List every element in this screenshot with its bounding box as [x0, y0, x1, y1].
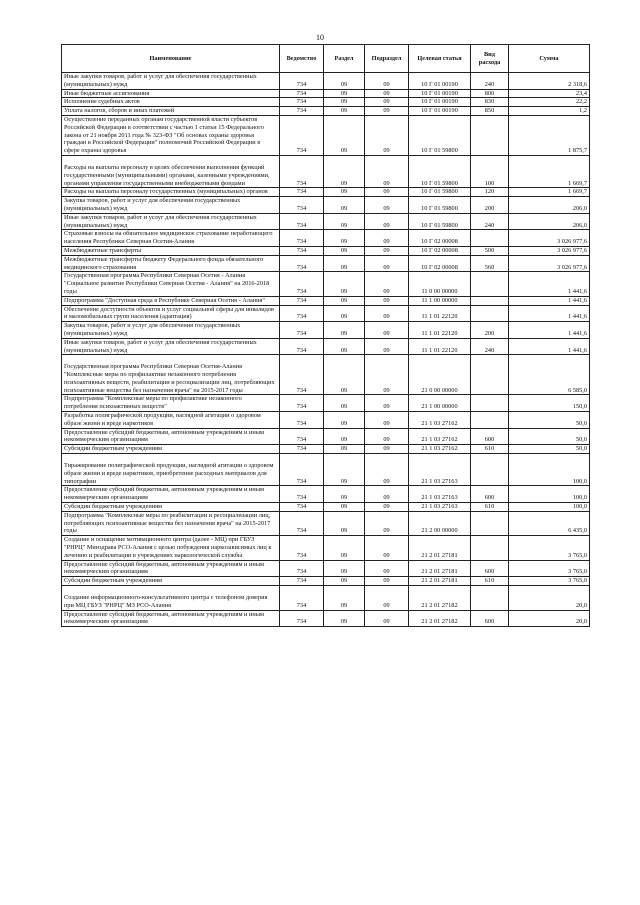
table-row — [62, 395, 590, 412]
row-name: Исполнение судебных актов — [62, 98, 280, 107]
row-amount: 100,0 — [509, 486, 590, 503]
row-name: Осуществление переданных органам государственной власти субъектов Российской Федерации в соответствии с частью 1 статьи 15 Федерального закона от 21 ноября 2011 года № 323-ФЗ "Об основах охраны здоровья граждан в Российской Федерации" полномочий Российской Федерации в сфере охраны здоровья — [62, 115, 280, 155]
row-name: Страховые взносы на обязательное медицинское страхование неработающего населения Республики Северная Осетия-Алания — [62, 230, 280, 247]
table-row — [62, 98, 590, 107]
row-name: Субсидии бюджетным учреждениям — [62, 503, 280, 512]
row-amount: 3 765,0 — [509, 560, 590, 577]
row-subsection: 09 — [365, 272, 409, 296]
row-expense-type: 560 — [471, 255, 509, 272]
row-ministry: 734 — [280, 197, 324, 214]
row-section: 09 — [324, 428, 365, 445]
row-expense-type — [471, 586, 509, 611]
table-body — [62, 73, 590, 627]
row-amount: 1 441,6 — [509, 296, 590, 305]
row-section: 09 — [324, 255, 365, 272]
row-amount: 206,0 — [509, 213, 590, 230]
row-section: 09 — [324, 89, 365, 98]
table-row — [62, 511, 590, 535]
row-target: 10 Г 01 59800 — [409, 155, 471, 187]
row-amount: 22,2 — [509, 98, 590, 107]
row-ministry: 734 — [280, 115, 324, 155]
row-subsection: 09 — [365, 503, 409, 512]
table-row — [62, 255, 590, 272]
row-name: Субсидии бюджетным учреждениям — [62, 577, 280, 586]
row-name: Предоставление субсидий бюджетным, автономным учреждениям и иным некоммерческим организациям — [62, 486, 280, 503]
row-name: Расходы на выплаты персоналу в целях обеспечения выполнения функций государственными (муниципальными) органами, казенными учреждениями, органами управления государственными внебюджетными фондами — [62, 155, 280, 187]
row-name: Подпрограмма "Комплексные меры по реабилитации и ресоциализации лиц, потребляющих психоактивные вещества без назначения врача" на 2015-2017 годы — [62, 511, 280, 535]
row-amount: 1 441,6 — [509, 338, 590, 355]
row-amount: 206,0 — [509, 197, 590, 214]
row-section: 09 — [324, 188, 365, 197]
row-ministry: 734 — [280, 445, 324, 454]
row-target: 10 Г 01 00190 — [409, 73, 471, 90]
row-name: Иные закупки товаров, работ и услуг для обеспечения государственных (муниципальных) нужд — [62, 213, 280, 230]
table-row — [62, 355, 590, 395]
table-row — [62, 445, 590, 454]
row-expense-type — [471, 115, 509, 155]
row-section: 09 — [324, 511, 365, 535]
row-target: 21 1 03 27163 — [409, 454, 471, 486]
row-section: 09 — [324, 445, 365, 454]
row-amount: 1,2 — [509, 107, 590, 116]
row-name: Закупка товаров, работ и услуг для обеспечения государственных (муниципальных) нужд — [62, 197, 280, 214]
row-expense-type: 200 — [471, 322, 509, 339]
row-section: 09 — [324, 246, 365, 255]
row-name: Уплата налогов, сборов и иных платежей — [62, 107, 280, 116]
row-target: 21 2 01 27181 — [409, 577, 471, 586]
row-expense-type — [471, 230, 509, 247]
header-subsection: Подраздел — [365, 45, 409, 73]
row-target: 21 1 00 00000 — [409, 395, 471, 412]
page-number: 10 — [316, 33, 324, 42]
row-name: Подпрограмма "Комплексные меры по профилактике незаконного потребления психоактивных веществ" — [62, 395, 280, 412]
row-ministry: 734 — [280, 454, 324, 486]
row-subsection: 09 — [365, 586, 409, 611]
row-subsection: 09 — [365, 355, 409, 395]
row-name: Разработка полиграфической продукции, наглядной агитации о здоровом образе жизни и вреде наркотиков — [62, 412, 280, 429]
row-target: 21 1 03 27163 — [409, 503, 471, 512]
row-section: 09 — [324, 155, 365, 187]
row-amount: 50,0 — [509, 412, 590, 429]
row-target: 21 0 00 00000 — [409, 355, 471, 395]
row-name: Предоставление субсидий бюджетным, автономным учреждениям и иным некоммерческим организациям — [62, 610, 280, 627]
row-amount: 1 441,6 — [509, 272, 590, 296]
row-expense-type — [471, 454, 509, 486]
table-row — [62, 305, 590, 322]
row-amount: 1 669,7 — [509, 155, 590, 187]
row-expense-type: 200 — [471, 197, 509, 214]
row-subsection: 09 — [365, 255, 409, 272]
row-section: 09 — [324, 197, 365, 214]
row-name: Предоставление субсидий бюджетным, автономным учреждениям и иным некоммерческим организациям — [62, 428, 280, 445]
row-subsection: 09 — [365, 454, 409, 486]
row-amount: 1 441,6 — [509, 305, 590, 322]
row-subsection: 09 — [365, 188, 409, 197]
row-subsection: 09 — [365, 98, 409, 107]
row-ministry: 734 — [280, 428, 324, 445]
table-row — [62, 272, 590, 296]
row-name: Создание и оснащение мотивационного центра (далее - МЦ) при ГБУЗ "РНРЦ" Минздрава РСО-Алания с целью побуждения наркозависимых лиц к лечению и реабилитации в учреждениях наркологической службы — [62, 536, 280, 560]
row-expense-type: 800 — [471, 89, 509, 98]
row-expense-type: 500 — [471, 246, 509, 255]
row-section: 09 — [324, 412, 365, 429]
row-subsection: 09 — [365, 155, 409, 187]
row-section: 09 — [324, 395, 365, 412]
row-target: 10 Г 02 00008 — [409, 255, 471, 272]
row-subsection: 09 — [365, 213, 409, 230]
table-row — [62, 155, 590, 187]
header-amount: Сумма — [509, 45, 590, 73]
table-row — [62, 89, 590, 98]
table-row — [62, 610, 590, 627]
row-subsection: 09 — [365, 230, 409, 247]
row-name: Создание информационного-консультативного центра с телефоном доверия при МЦ ГБУЗ "РНРЦ" МЗ РСО-Алания — [62, 586, 280, 611]
row-name: Иные бюджетные ассигнования — [62, 89, 280, 98]
row-section: 09 — [324, 115, 365, 155]
row-section: 09 — [324, 230, 365, 247]
row-ministry: 734 — [280, 577, 324, 586]
row-amount: 2 318,6 — [509, 73, 590, 90]
row-ministry: 734 — [280, 155, 324, 187]
row-name: Межбюджетные трансферты бюджету Федерального фонда обязательного медицинского страхования — [62, 255, 280, 272]
row-name: Обеспечение доступности объектов и услуг социальной сферы для инвалидов и маломобильных групп населения (адаптация) — [62, 305, 280, 322]
table-header-row — [62, 45, 590, 73]
row-section: 09 — [324, 272, 365, 296]
row-subsection: 09 — [365, 610, 409, 627]
row-amount: 150,0 — [509, 395, 590, 412]
row-ministry: 734 — [280, 89, 324, 98]
row-ministry: 734 — [280, 230, 324, 247]
header-ministry: Ведомство — [280, 45, 324, 73]
row-target: 11 1 00 00000 — [409, 296, 471, 305]
row-section: 09 — [324, 503, 365, 512]
row-expense-type: 240 — [471, 338, 509, 355]
row-ministry: 734 — [280, 296, 324, 305]
row-subsection: 09 — [365, 338, 409, 355]
row-ministry: 734 — [280, 73, 324, 90]
row-expense-type — [471, 412, 509, 429]
row-subsection: 09 — [365, 115, 409, 155]
row-section: 09 — [324, 338, 365, 355]
row-subsection: 09 — [365, 486, 409, 503]
row-expense-type: 600 — [471, 610, 509, 627]
row-expense-type — [471, 395, 509, 412]
row-section: 09 — [324, 322, 365, 339]
row-amount: 3 765,0 — [509, 577, 590, 586]
row-subsection: 09 — [365, 412, 409, 429]
row-ministry: 734 — [280, 272, 324, 296]
row-amount: 1 875,7 — [509, 115, 590, 155]
row-amount: 1 669,7 — [509, 188, 590, 197]
row-expense-type: 610 — [471, 577, 509, 586]
row-subsection: 09 — [365, 511, 409, 535]
row-section: 09 — [324, 486, 365, 503]
table-row — [62, 188, 590, 197]
row-expense-type — [471, 272, 509, 296]
row-ministry: 734 — [280, 486, 324, 503]
row-ministry: 734 — [280, 586, 324, 611]
row-section: 09 — [324, 296, 365, 305]
row-section: 09 — [324, 107, 365, 116]
row-target: 10 Г 01 59800 — [409, 115, 471, 155]
row-ministry: 734 — [280, 536, 324, 560]
row-ministry: 734 — [280, 610, 324, 627]
row-amount: 50,0 — [509, 445, 590, 454]
row-section: 09 — [324, 577, 365, 586]
table-row — [62, 338, 590, 355]
row-expense-type: 240 — [471, 213, 509, 230]
table-row — [62, 503, 590, 512]
row-amount: 1 441,6 — [509, 322, 590, 339]
row-subsection: 09 — [365, 305, 409, 322]
row-amount: 50,0 — [509, 428, 590, 445]
row-ministry: 734 — [280, 412, 324, 429]
row-target: 21 2 01 27182 — [409, 586, 471, 611]
row-subsection: 09 — [365, 395, 409, 412]
row-name: Межбюджетные трансферты — [62, 246, 280, 255]
table-row — [62, 454, 590, 486]
row-amount: 23,4 — [509, 89, 590, 98]
table-row — [62, 560, 590, 577]
row-target: 11 1 01 22120 — [409, 305, 471, 322]
row-expense-type: 100 — [471, 155, 509, 187]
row-subsection: 09 — [365, 296, 409, 305]
row-target: 10 Г 02 00008 — [409, 230, 471, 247]
row-subsection: 09 — [365, 322, 409, 339]
row-name: Государственная программа Республики Северная Осетия - Алания "Социальное развитие Республики Северная Осетия - Алания" на 2016-2018 годы — [62, 272, 280, 296]
row-amount: 20,0 — [509, 586, 590, 611]
row-expense-type — [471, 536, 509, 560]
row-amount: 6 585,0 — [509, 355, 590, 395]
row-expense-type: 610 — [471, 503, 509, 512]
row-subsection: 09 — [365, 89, 409, 98]
row-ministry: 734 — [280, 395, 324, 412]
row-expense-type: 600 — [471, 428, 509, 445]
row-section: 09 — [324, 586, 365, 611]
row-expense-type: 240 — [471, 73, 509, 90]
row-name: Субсидии бюджетным учреждениям — [62, 445, 280, 454]
row-ministry: 734 — [280, 511, 324, 535]
row-target: 21 1 03 27162 — [409, 445, 471, 454]
table-row — [62, 486, 590, 503]
row-name: Иные закупки товаров, работ и услуг для обеспечения государственных (муниципальных) нужд — [62, 73, 280, 90]
row-subsection: 09 — [365, 577, 409, 586]
budget-table — [61, 44, 590, 627]
row-amount: 100,0 — [509, 454, 590, 486]
table-row — [62, 230, 590, 247]
row-section: 09 — [324, 355, 365, 395]
row-ministry: 734 — [280, 255, 324, 272]
row-name: Закупка товаров, работ и услуг для обеспечения государственных (муниципальных) нужд — [62, 322, 280, 339]
row-target: 10 Г 01 59800 — [409, 197, 471, 214]
row-ministry: 734 — [280, 355, 324, 395]
row-target: 11 1 01 22120 — [409, 338, 471, 355]
header-name: Наименование — [62, 45, 280, 73]
row-ministry: 734 — [280, 98, 324, 107]
row-expense-type: 600 — [471, 486, 509, 503]
row-section: 09 — [324, 73, 365, 90]
row-amount: 100,0 — [509, 503, 590, 512]
row-expense-type — [471, 355, 509, 395]
row-target: 21 1 03 27163 — [409, 486, 471, 503]
row-subsection: 09 — [365, 560, 409, 577]
table-row — [62, 322, 590, 339]
table-row — [62, 296, 590, 305]
row-subsection: 09 — [365, 197, 409, 214]
row-target: 10 Г 01 59800 — [409, 188, 471, 197]
row-amount: 3 026 977,6 — [509, 230, 590, 247]
header-section: Раздел — [324, 45, 365, 73]
row-section: 09 — [324, 610, 365, 627]
row-name: Государственная программа Республики Северная Осетия-Алания "Комплексные меры по профилактике незаконного потребления психоактивных веществ, реабилитации и ресоциализации лиц, потребляющих психоактивные вещества без назначения врача" на 2015-2017 годы — [62, 355, 280, 395]
row-section: 09 — [324, 536, 365, 560]
row-target: 10 Г 01 00190 — [409, 107, 471, 116]
row-ministry: 734 — [280, 246, 324, 255]
table-row — [62, 197, 590, 214]
row-ministry: 734 — [280, 338, 324, 355]
row-name: Предоставление субсидий бюджетным, автономным учреждениям и иным некоммерческим организациям — [62, 560, 280, 577]
table-row — [62, 115, 590, 155]
table-row — [62, 428, 590, 445]
row-target: 11 0 00 00000 — [409, 272, 471, 296]
table-row — [62, 536, 590, 560]
row-name: Подпрограмма "Доступная среда в Республике Северная Осетия - Алания" — [62, 296, 280, 305]
row-subsection: 09 — [365, 428, 409, 445]
row-amount: 3 026 977,6 — [509, 246, 590, 255]
row-section: 09 — [324, 560, 365, 577]
row-amount: 3 026 977,6 — [509, 255, 590, 272]
row-subsection: 09 — [365, 107, 409, 116]
table-row — [62, 73, 590, 90]
header-target: Целевая статья — [409, 45, 471, 73]
row-name: Тиражирование полиграфической продукции, наглядной агитации о здоровом образе жизни и вреде наркотиков, приобретение расходных материалов для типографии — [62, 454, 280, 486]
row-target: 10 Г 02 00008 — [409, 246, 471, 255]
row-section: 09 — [324, 213, 365, 230]
row-section: 09 — [324, 454, 365, 486]
table-row — [62, 107, 590, 116]
row-ministry: 734 — [280, 107, 324, 116]
row-expense-type — [471, 305, 509, 322]
row-expense-type: 120 — [471, 188, 509, 197]
row-target: 21 1 03 27162 — [409, 428, 471, 445]
table-row — [62, 412, 590, 429]
table-row — [62, 577, 590, 586]
row-ministry: 734 — [280, 322, 324, 339]
row-section: 09 — [324, 98, 365, 107]
row-target: 21 2 00 00000 — [409, 511, 471, 535]
row-ministry: 734 — [280, 188, 324, 197]
table-row — [62, 213, 590, 230]
row-name: Иные закупки товаров, работ и услуг для обеспечения государственных (муниципальных) нужд — [62, 338, 280, 355]
row-target: 10 Г 01 59800 — [409, 213, 471, 230]
row-expense-type: 600 — [471, 560, 509, 577]
table-row — [62, 586, 590, 611]
row-target: 21 2 01 27182 — [409, 610, 471, 627]
row-ministry: 734 — [280, 213, 324, 230]
header-expense-type: Вид расхода — [471, 45, 509, 73]
row-subsection: 09 — [365, 445, 409, 454]
table-row — [62, 246, 590, 255]
row-target: 10 Г 01 00190 — [409, 89, 471, 98]
row-expense-type: 830 — [471, 98, 509, 107]
row-subsection: 09 — [365, 73, 409, 90]
row-target: 10 Г 01 00190 — [409, 98, 471, 107]
row-target: 21 1 03 27162 — [409, 412, 471, 429]
row-expense-type — [471, 296, 509, 305]
row-expense-type: 850 — [471, 107, 509, 116]
row-expense-type: 610 — [471, 445, 509, 454]
row-amount: 20,0 — [509, 610, 590, 627]
row-amount: 3 765,0 — [509, 536, 590, 560]
row-ministry: 734 — [280, 503, 324, 512]
row-subsection: 09 — [365, 246, 409, 255]
row-target: 21 2 01 27181 — [409, 536, 471, 560]
row-subsection: 09 — [365, 536, 409, 560]
row-section: 09 — [324, 305, 365, 322]
row-target: 11 1 01 22120 — [409, 322, 471, 339]
row-name: Расходы на выплаты персоналу государственных (муниципальных) органов — [62, 188, 280, 197]
row-expense-type — [471, 511, 509, 535]
row-target: 21 2 01 27181 — [409, 560, 471, 577]
row-amount: 6 435,0 — [509, 511, 590, 535]
row-ministry: 734 — [280, 560, 324, 577]
row-ministry: 734 — [280, 305, 324, 322]
